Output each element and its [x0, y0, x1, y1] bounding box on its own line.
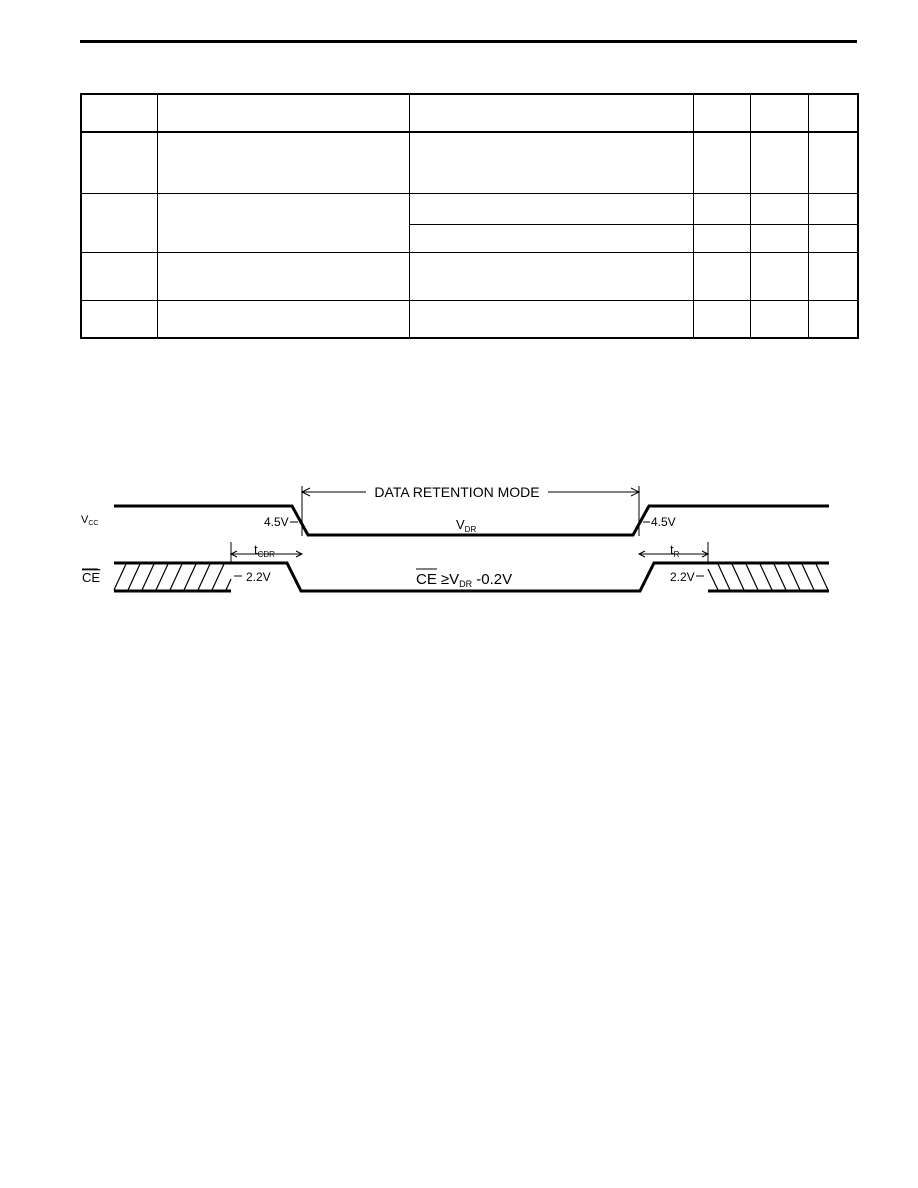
- vcc-signal-label: VCC: [81, 514, 99, 527]
- table-cell: [693, 132, 750, 194]
- table-cell: [808, 132, 858, 194]
- ce-signal-label: CE: [82, 570, 101, 585]
- table-cell: [157, 132, 409, 194]
- table-cell: [750, 252, 808, 300]
- table-cell: [409, 224, 693, 252]
- table-cell: [157, 194, 409, 252]
- table-cell: [808, 194, 858, 224]
- table-cell: [157, 252, 409, 300]
- ce-threshold-left-label: 2.2V: [246, 570, 271, 584]
- table-header-row: [81, 94, 858, 132]
- table-cell: [693, 301, 750, 338]
- table-cell: [750, 194, 808, 224]
- table-row: [81, 194, 858, 224]
- table-cell: [808, 252, 858, 300]
- table-row: [81, 301, 858, 338]
- table-cell: [808, 94, 858, 132]
- data-retention-characteristics-table: [80, 93, 859, 339]
- table-cell: [693, 94, 750, 132]
- table-cell: [750, 94, 808, 132]
- page-header-rule: [80, 40, 857, 43]
- table-cell: [808, 224, 858, 252]
- table-row: [81, 252, 858, 300]
- table-cell: [750, 224, 808, 252]
- table-cell: [693, 252, 750, 300]
- ce-threshold-right-label: 2.2V: [670, 570, 695, 584]
- table-row: [81, 132, 858, 194]
- ce-hatched-region-right: [708, 563, 829, 591]
- table-cell: [81, 94, 157, 132]
- vcc-threshold-left-label: 4.5V: [264, 515, 289, 529]
- table-cell: [409, 94, 693, 132]
- table-cell: [409, 132, 693, 194]
- ce-retention-condition: CE $\ge V_{DR}$ -0.2V: [416, 571, 513, 589]
- table-cell: [409, 252, 693, 300]
- table-cell: [750, 132, 808, 194]
- data-retention-mode-label: DATA RETENTION MODE: [374, 484, 540, 500]
- data-retention-timing-diagram: [0, 470, 918, 610]
- table-cell: [808, 301, 858, 338]
- table-cell: [409, 194, 693, 224]
- table-cell: [81, 194, 157, 252]
- table-cell: [409, 301, 693, 338]
- table-cell: [693, 194, 750, 224]
- table-cell: [81, 132, 157, 194]
- tr-label: $t_R$: [670, 542, 680, 559]
- table-cell: [693, 224, 750, 252]
- table-cell: [750, 301, 808, 338]
- table-cell: [157, 301, 409, 338]
- table-cell: [157, 94, 409, 132]
- ce-hatched-region-left: [114, 563, 231, 591]
- table-cell: [81, 301, 157, 338]
- tcdr-label: $t_{CDR}$: [254, 542, 275, 559]
- vcc-threshold-right-label: 4.5V: [651, 515, 676, 529]
- table-cell: [81, 252, 157, 300]
- vdr-label: $V_{DR}$: [456, 517, 477, 534]
